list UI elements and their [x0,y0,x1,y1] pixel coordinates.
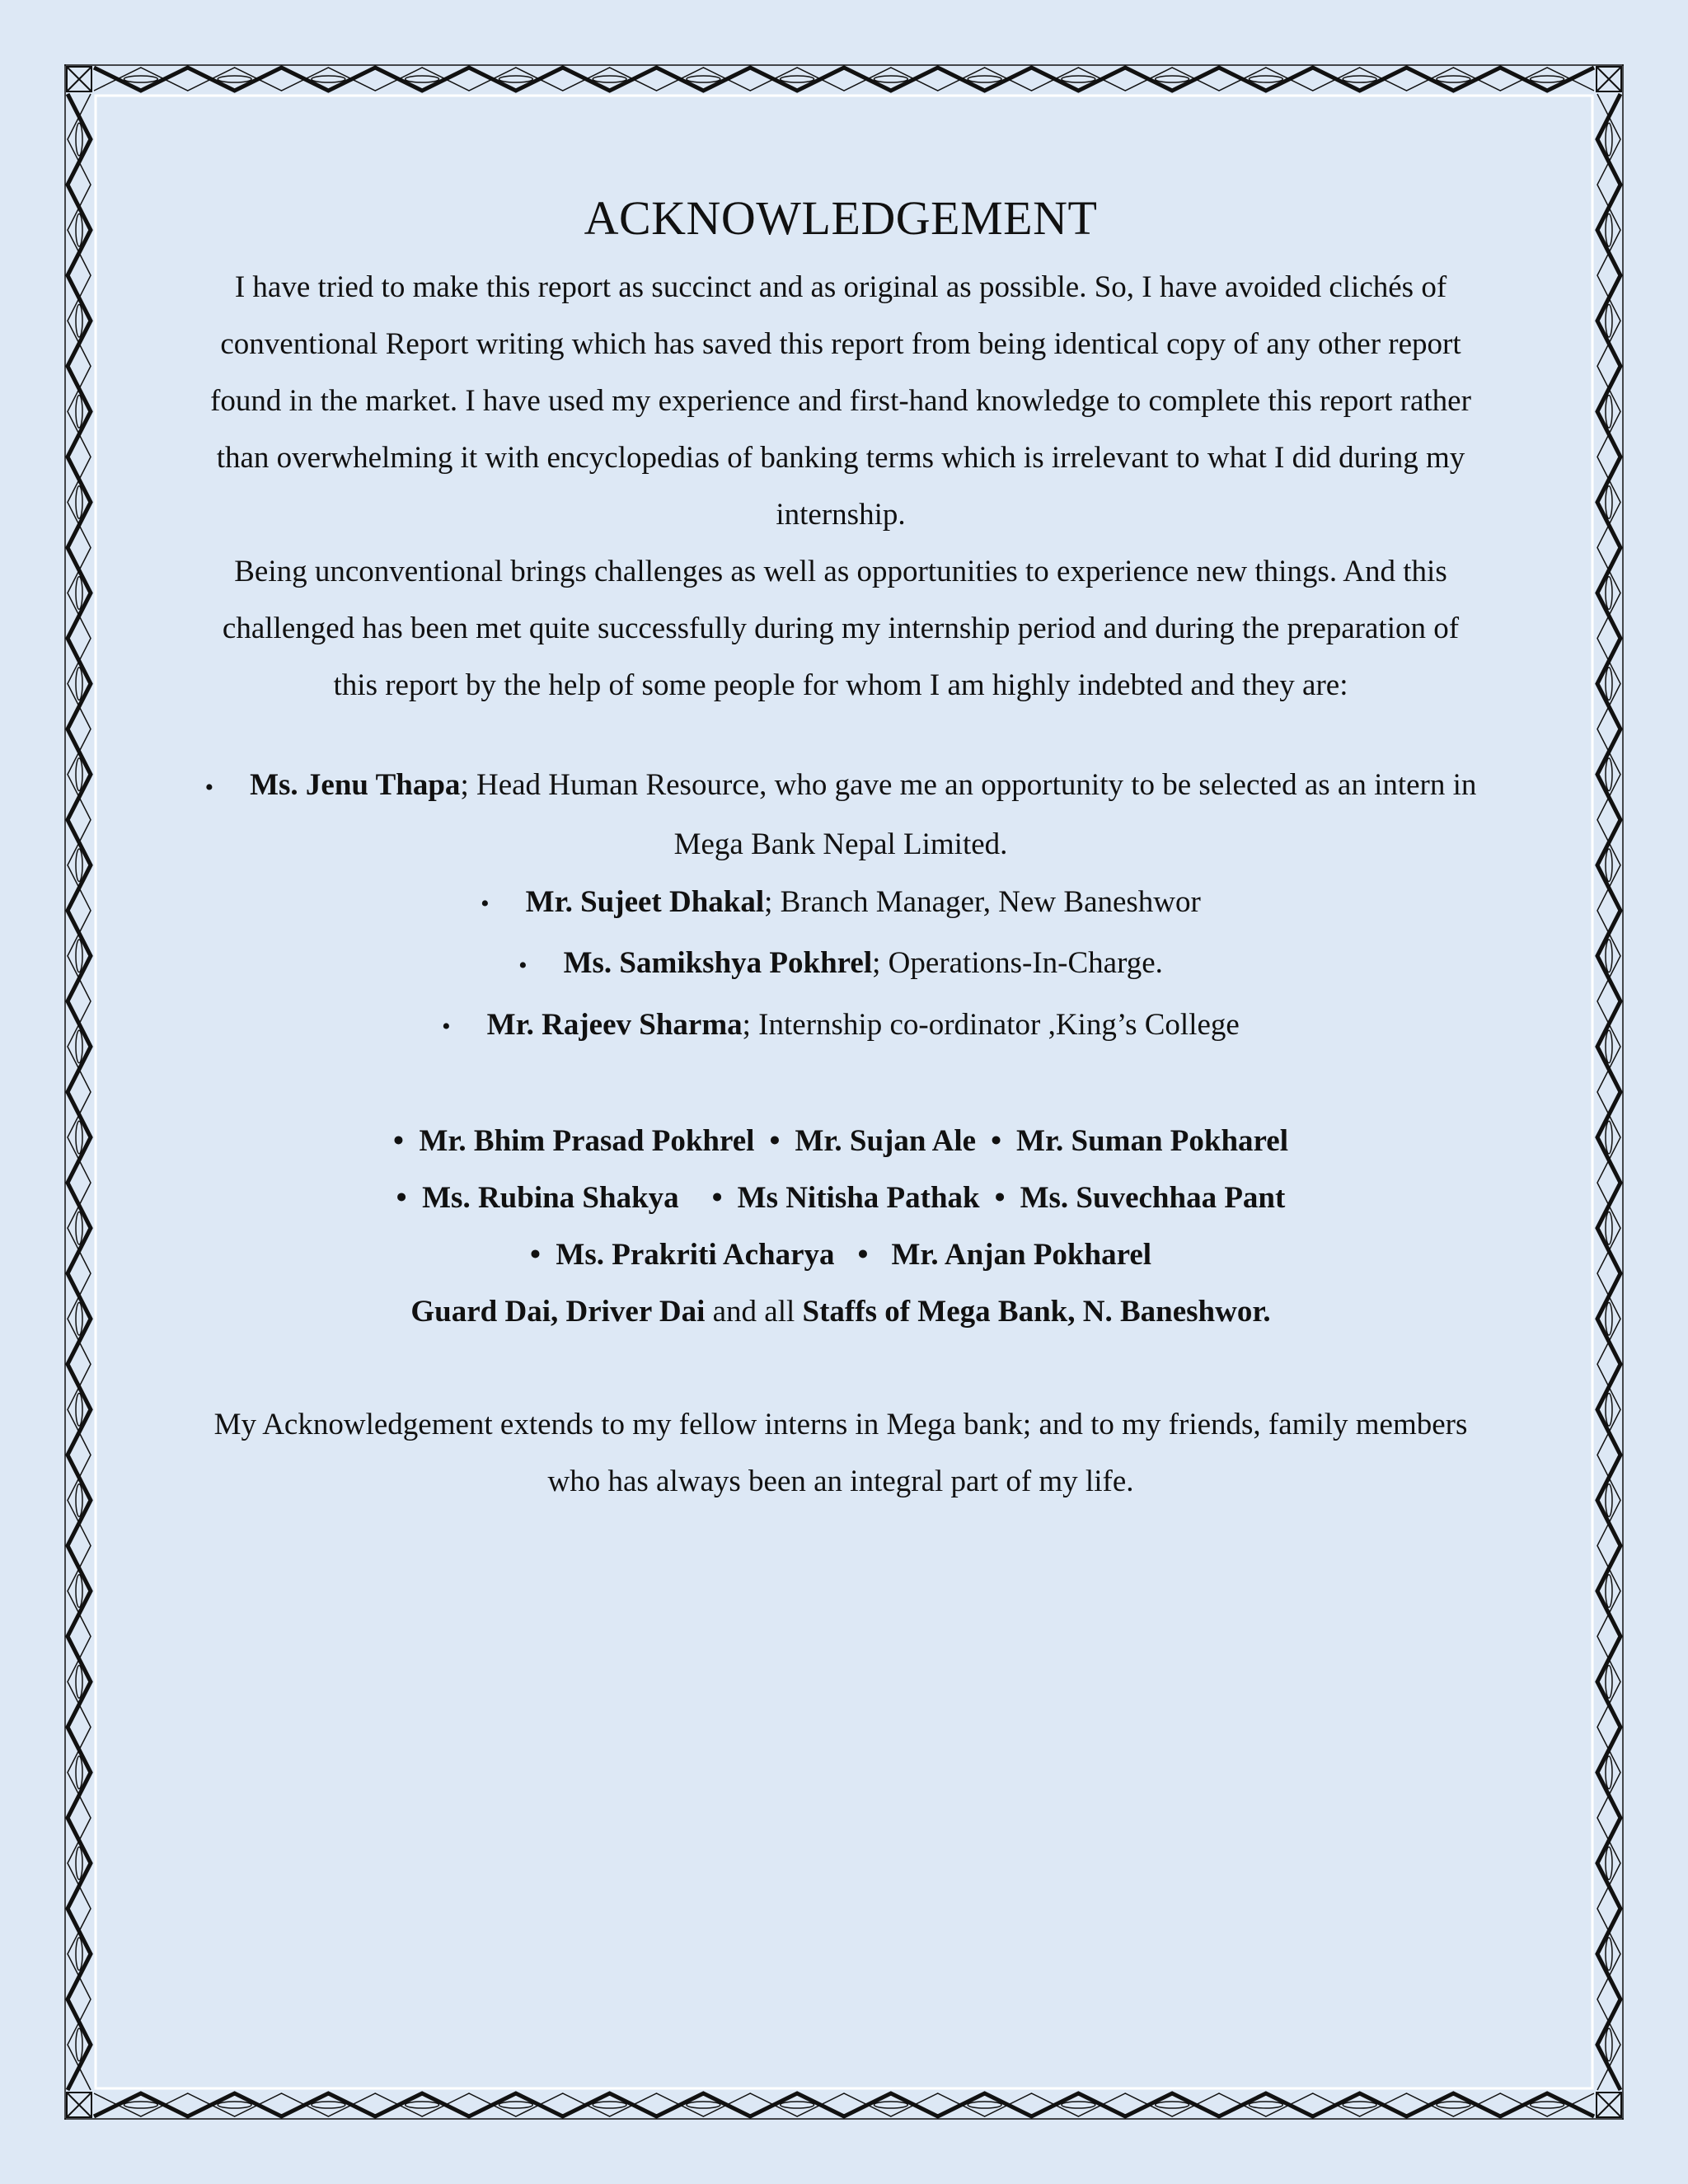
staff-plain: and all [705,1295,803,1329]
staff-bold-2: Staffs of Mega Bank, N. Baneshwor. [802,1295,1271,1329]
bullet-icon: • [396,1181,407,1216]
bullet-icon: • [392,1124,404,1159]
staff-bold-1: Guard Dai, Driver Dai [410,1295,706,1329]
person-name: Ms. Jenu Thapa [250,767,461,802]
mentor-list [198,757,1484,1057]
intro-paragraph-1: I have tried to make this report as succinct and as original as possible. So, I have avoided clichés of conventional Report writing which has saved this report from being identical copy of any other report found in the market. I have used my experience and first-hand knowledge to complete this report rather than overwhelming it with encyclopedias of banking terms which is irrelevant to what I did during my internship. [210,269,1471,532]
list-item [198,873,1484,935]
colleague-name: Ms. Prakriti Acharya [556,1238,835,1272]
bullet-icon: • [529,1238,541,1272]
document-body [198,190,1484,1540]
person-name: Mr. Rajeev Sharma [486,1007,743,1042]
closing-paragraph: My Acknowledgement extends to my fellow interns in Mega bank; and to my friends, family members who has always been an integral part of my life. [213,1408,1468,1499]
person-role: ; Branch Manager, New Baneshwor [764,884,1201,919]
bullet-icon: • [991,1124,1002,1159]
person-role: ; Head Human Resource, who gave me an opportunity to be selected as an intern in Mega Bank Nepal Limited. [460,767,1477,861]
bullet-icon: • [994,1181,1006,1216]
person-role: ; Operations-In-Charge. [872,946,1163,981]
colleague-name: Mr. Sujan Ale [795,1124,977,1159]
names-row [198,1226,1484,1283]
bullet-icon: • [518,951,528,979]
page-title: ACKNOWLEDGEMENT [584,191,1098,245]
list-item [198,757,1484,873]
list-item [198,996,1484,1057]
bullet-icon: • [769,1124,781,1159]
colleague-names [198,1113,1484,1340]
colleague-name: Mr. Suman Pokharel [1016,1124,1289,1159]
colleague-name: Mr. Anjan Pokharel [891,1238,1152,1272]
person-name: Mr. Sujeet Dhakal [525,884,765,919]
intro-paragraph-2: Being unconventional brings challenges as well as opportunities to experience new things. And this challenged has been met quite successfully during my internship period and during the preparation of this report by the help of some people for whom I am highly indebted and they are: [222,554,1460,702]
bullet-icon: • [442,1013,451,1041]
list-item [198,934,1484,996]
colleague-name: Ms. Suvechhaa Pant [1020,1181,1286,1216]
colleague-name: Ms. Rubina Shakya [422,1181,679,1216]
colleague-name: Ms Nitisha Pathak [737,1181,980,1216]
person-role: ; Internship co-ordinator ,King’s College [742,1007,1240,1042]
names-row [198,1169,1484,1226]
bullet-icon: • [857,1238,869,1272]
bullet-icon: • [481,890,490,918]
names-row [198,1113,1484,1169]
staff-line [198,1283,1484,1340]
bullet-icon: • [711,1181,723,1216]
person-name: Ms. Samikshya Pokhrel [563,946,873,981]
colleague-name: Mr. Bhim Prasad Pokhrel [419,1124,755,1159]
bullet-icon: • [204,773,214,801]
